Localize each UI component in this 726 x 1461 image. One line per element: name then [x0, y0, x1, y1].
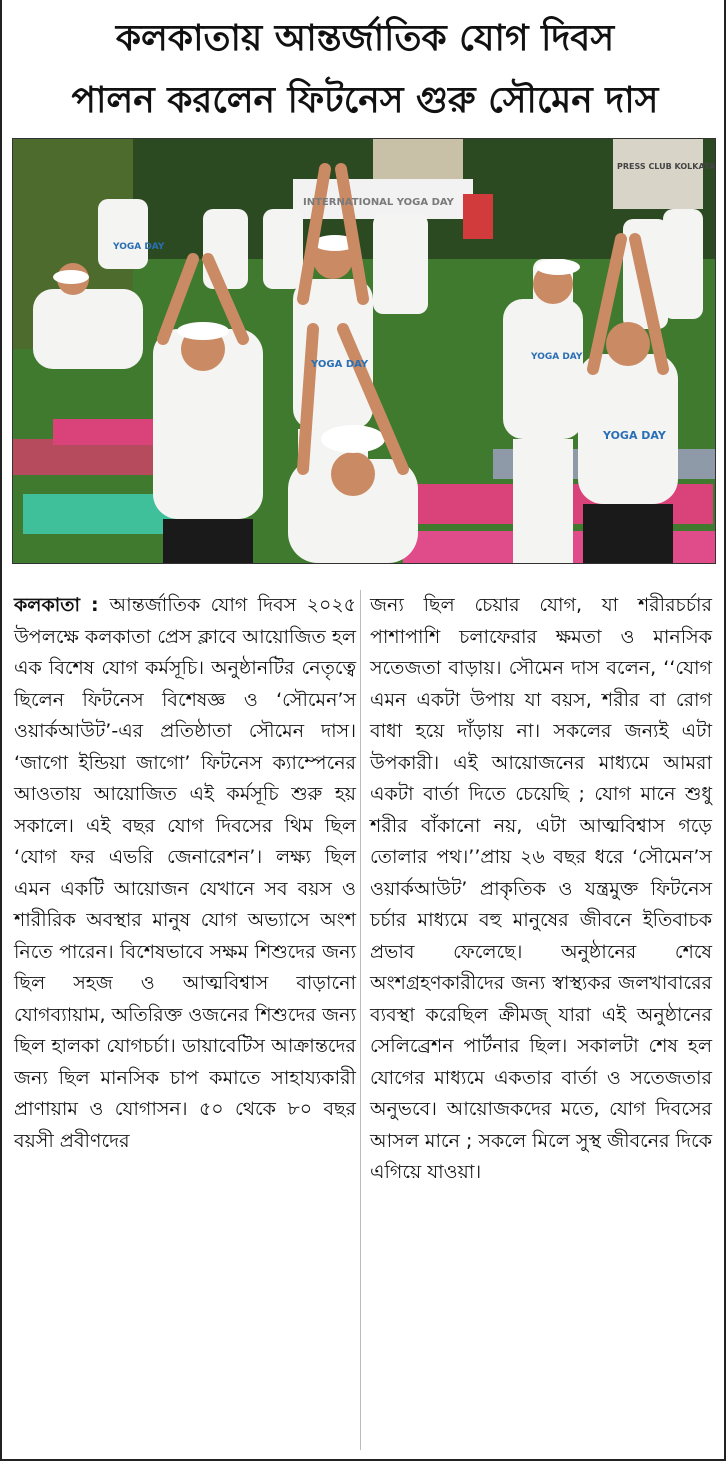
article-body-left: আন্তর্জাতিক যোগ দিবস ২০২৫ উপলক্ষে কলকাতা প্রেস ক্লাবে আয়োজিত হল এক বিশেষ যোগ কর্মসূচি। অনুষ্ঠানটির নেতৃত্বে ছিলেন ফিটনেস বিশেষজ্ঞ ও ‘সৌমেন’স ওয়ার্কআউট’-এর প্রতিষ্ঠাতা সৌমেন দাস। ‘জাগো ইন্ডিয়া জাগো’ ফিটনেস ক্যাম্পেনের আওতায় আয়োজিত এই কর্মসূচি শুরু হয় সকালে। এই বছর যোগ দিবসের থিম ছিল ‘যোগ ফর এভরি জেনারেশন’। লক্ষ্য ছিল এমন একটি আয়োজন যেখানে সব বয়স ও শারীরিক অবস্থার মানুষ যোগ অভ্যাসে অংশ নিতে পারেন। বিশেষভাবে সক্ষম শিশুদের জন্য ছিল সহজ ও আত্মবিশ্বাস বাড়ানো যোগব্যায়াম, অতিরিক্ত ওজনের শিশুদের জন্য ছিল হালকা যোগচর্চা। ডায়াবেটিস আক্রান্তদের জন্য ছিল মানসিক চাপ কমাতে সাহায্যকারী প্রাণায়াম ও যোগাসন। ৫০ থেকে ৮০ বছর বয়সী প্রবীণদের: [14, 594, 356, 1152]
column-divider: [360, 590, 361, 1450]
sign-text: PRESS CLUB KOLKATA: [617, 162, 715, 171]
shirt-print: YOGA DAY: [531, 352, 583, 362]
article-dateline: কলকাতা :: [14, 594, 110, 616]
shirt-print: YOGA DAY: [603, 429, 666, 442]
yoga-day-photo-illustration: [13, 139, 715, 563]
headline-line-1: কলকাতায় আন্তর্জাতিক যোগ দিবস: [115, 18, 615, 59]
article-column-right: [370, 590, 712, 1189]
article-column-left: [14, 590, 356, 1157]
article-body-right: জন্য ছিল চেয়ার যোগ, যা শরীরচর্চার পাশাপাশি চলাফেরার ক্ষমতা ও মানসিক সতেজতা বাড়ায়। সৌমেন দাস বলেন, ‘‘যোগ এমন একটা উপায় যা বয়স, শরীর বা রোগ বাধা হয়ে দাঁড়ায় না। সকলের জন্যই এটা উপকারী। এই আয়োজনের মাধ্যমে আমরা একটা বার্তা দিতে চেয়েছি ; যোগ মানে শুধু শরীর বাঁকানো নয়, এটা আত্মবিশ্বাস গড়ে তোলার পথ।’’প্রায় ২৬ বছর ধরে ‘সৌমেন’স ওয়ার্কআউট’ প্রাকৃতিক ও যন্ত্রমুক্ত ফিটনেস চর্চার মাধ্যমে বহু মানুষের জীবনে ইতিবাচক প্রভাব ফেলেছে। অনুষ্ঠানের শেষে অংশগ্রহণকারীদের জন্য স্বাস্থ্যকর জলখাবারের ব্যবস্থা করেছিল ক্রীমজ্ যারা এই অনুষ্ঠানের সেলিব্রেশন পার্টনার ছিল। সকালটা শেষ হল যোগের মাধ্যমে একতার বার্তা ও সতেজতার অনুভবে। আয়োজকদের মতে, যোগ দিবসের আসল মানে ; সকলে মিলে সুস্থ জীবনের দিকে এগিয়ে যাওয়া।: [370, 594, 712, 1183]
headline-line-2: পালন করলেন ফিটনেস গুরু সৌমেন দাস: [71, 80, 659, 121]
signboard: [373, 139, 463, 179]
headline: [2, 8, 726, 132]
banner-text: INTERNATIONAL YOGA DAY: [303, 197, 454, 208]
shirt-print: YOGA DAY: [311, 359, 369, 370]
press-club-sign: [613, 139, 703, 209]
yoga-day-photo: [12, 138, 716, 564]
shirt-print: YOGA DAY: [113, 242, 165, 252]
